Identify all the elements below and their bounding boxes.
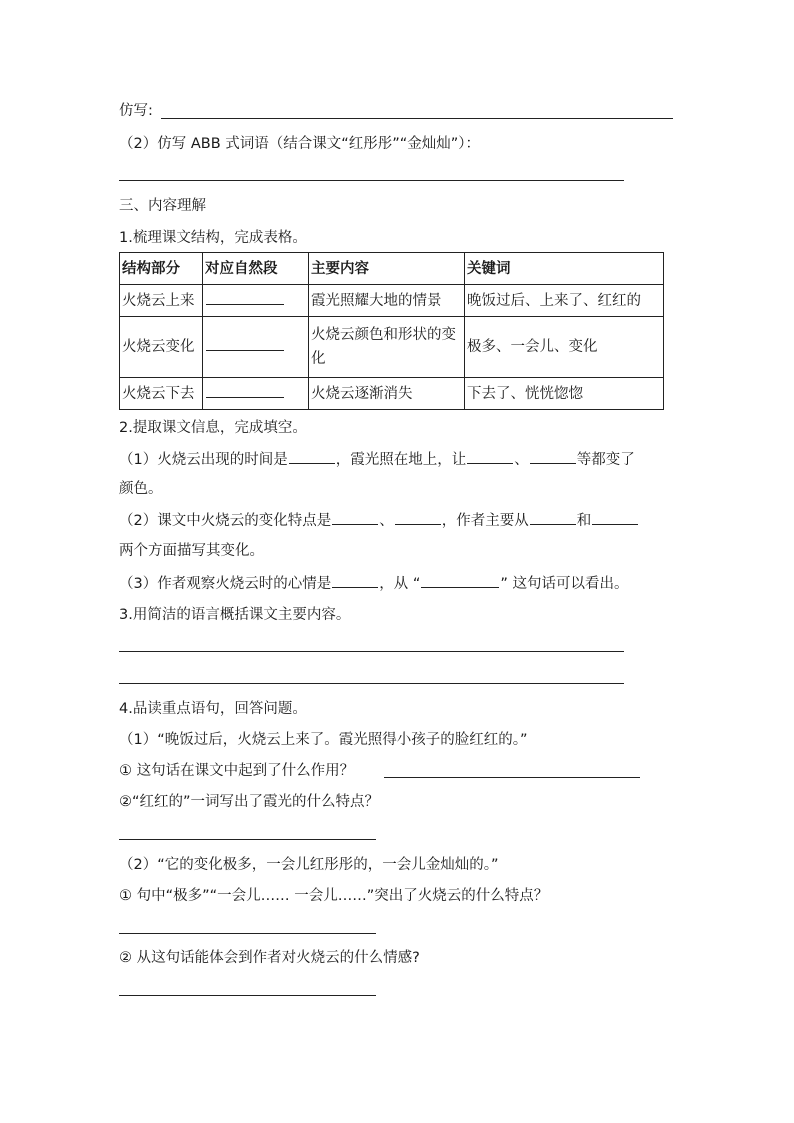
row-paragraph-blank[interactable] [203, 378, 309, 410]
summary-answer-line-2[interactable] [119, 683, 624, 684]
structure-table [119, 252, 664, 410]
fill-1-blank-1[interactable] [289, 449, 335, 464]
row-part: 火烧云上来 [120, 285, 203, 317]
fill-1-text-a: （1）火烧云出现的时间是 [119, 452, 288, 468]
fill-3 [119, 573, 628, 594]
header-paragraph: 对应自然段 [203, 253, 309, 285]
fill-3-text-b: ，从 “ [379, 576, 421, 592]
write-label: 仿写: [119, 103, 153, 119]
table-row [120, 285, 664, 317]
fill-2-text-a: （2）课文中火烧云的变化特点是 [119, 513, 332, 529]
write-answer-line[interactable] [161, 118, 673, 119]
row-keywords: 下去了、恍恍惚惚 [465, 378, 664, 410]
q4-1-a: ① 这句话在课文中起到了什么作用？ [119, 763, 355, 779]
row-keywords: 极多、一会儿、变化 [465, 317, 664, 378]
q4-1-b: ②“红红的”一词写出了霞光的什么特点？ [119, 794, 380, 810]
row-keywords: 晚饭过后、上来了、红红的 [465, 285, 664, 317]
section-title: 三、内容理解 [119, 198, 206, 214]
question-2-title: 2.提取课文信息，完成填空。 [119, 420, 307, 436]
fill-3-text-c: ” 这句话可以看出。 [500, 576, 629, 592]
row-content: 火烧云逐渐消失 [309, 378, 465, 410]
q4-2-b: ② 从这句话能体会到作者对火烧云的什么情感? [119, 950, 420, 966]
q4-2-quote: （2）“它的变化极多，一会儿红彤彤的，一会儿金灿灿的。” [119, 857, 499, 873]
fill-2-blank-4[interactable] [592, 510, 638, 525]
question-4-title: 4.品读重点语句，回答问题。 [119, 701, 307, 717]
row-paragraph-blank[interactable] [203, 317, 309, 378]
q4-1-a-answer-line[interactable] [384, 777, 640, 778]
table-row [120, 378, 664, 410]
table-row [120, 317, 664, 378]
fill-2-cont: 两个方面描写其变化。 [119, 543, 264, 559]
q4-2-a-answer-line[interactable] [119, 933, 376, 934]
fill-2-blank-3[interactable] [530, 510, 576, 525]
fill-1 [119, 449, 635, 470]
row-part: 火烧云变化 [120, 317, 203, 378]
question-1-title: 1.梳理课文结构，完成表格。 [119, 230, 307, 246]
header-part: 结构部分 [120, 253, 203, 285]
fill-2 [119, 510, 639, 531]
header-content: 主要内容 [309, 253, 465, 285]
row-content: 霞光照耀大地的情景 [309, 285, 465, 317]
q4-1-quote: （1）“晚饭过后，火烧云上来了。霞光照得小孩子的脸红红的。” [119, 732, 528, 748]
row-paragraph-blank[interactable] [203, 285, 309, 317]
fill-3-blank-2[interactable] [421, 573, 499, 588]
fill-2-text-b: 、 [379, 513, 394, 529]
q4-2-b-answer-line[interactable] [119, 995, 376, 996]
q4-2-a: ① 句中“极多”“一会儿…… 一会儿……”突出了火烧云的什么特点？ [119, 888, 549, 904]
row-part: 火烧云下去 [120, 378, 203, 410]
question-3-title: 3.用简洁的语言概括课文主要内容。 [119, 607, 351, 623]
fill-2-blank-2[interactable] [395, 510, 441, 525]
fill-2-text-d: 和 [576, 513, 592, 529]
row-content: 火烧云颜色和形状的变化 [309, 317, 465, 378]
table-header-row [120, 253, 664, 285]
fill-2-blank-1[interactable] [332, 510, 378, 525]
fill-2-text-c: ，作者主要从 [441, 513, 529, 529]
fill-3-text-a: （3）作者观察火烧云时的心情是 [119, 576, 332, 592]
summary-answer-line-1[interactable] [119, 651, 624, 652]
fill-1-cont: 颜色。 [119, 481, 163, 497]
fill-1-text-b: ，霞光照在地上，让 [335, 452, 467, 468]
abb-answer-line[interactable] [119, 180, 624, 181]
q4-1-b-answer-line[interactable] [119, 839, 376, 840]
fill-1-blank-2[interactable] [467, 449, 513, 464]
header-keywords: 关键词 [465, 253, 664, 285]
abb-question: （2）仿写 ABB 式词语（结合课文“红彤彤”“金灿灿”）： [119, 136, 481, 152]
fill-1-text-d: 等都变了 [576, 452, 635, 468]
fill-1-text-c: 、 [514, 452, 529, 468]
fill-1-blank-3[interactable] [530, 449, 576, 464]
fill-3-blank-1[interactable] [332, 573, 378, 588]
